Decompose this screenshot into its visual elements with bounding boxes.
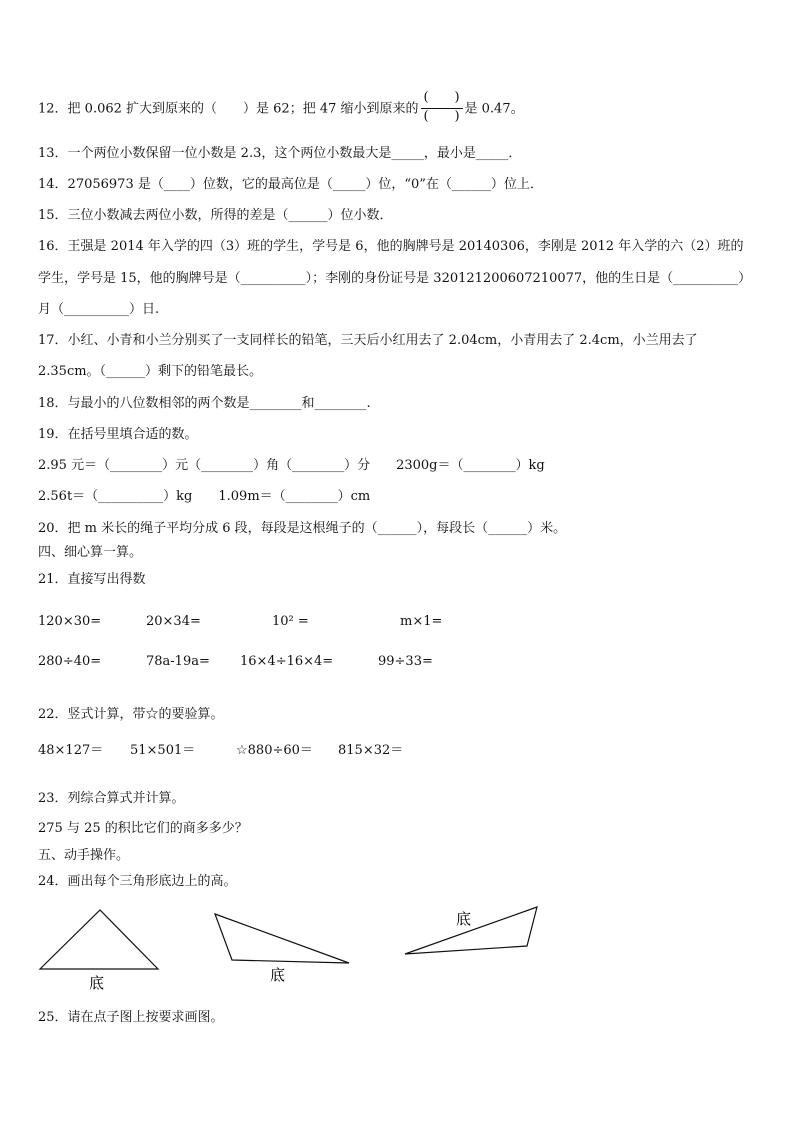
question-15: 15．三位小数减去两位小数，所得的差是（______）位小数． [38, 208, 393, 223]
question-13: 13．一个两位小数保留一位小数是 2.3，这个两位小数最大是_____，最小是_____． [38, 146, 522, 161]
triangle-3-base-label: 底 [456, 910, 472, 928]
q22-item: ☆880÷60＝ [236, 743, 313, 758]
section-4-heading: 四、细心算一算。 [38, 545, 143, 560]
q22-item: 815×32＝ [338, 743, 404, 758]
question-19-line-1: 2.95 元＝（________）元（________）角（________）分 2300g＝（________）kg [38, 458, 545, 473]
question-12 [38, 92, 524, 126]
triangle-2-base-label: 底 [270, 966, 286, 984]
q21-item: 99÷33= [378, 654, 433, 669]
q21-item: 10² = [272, 614, 309, 629]
q22-item: 48×127＝ [38, 743, 104, 758]
question-18: 18．与最小的八位数相邻的两个数是________和________. [38, 396, 371, 411]
q21-item: 16×4÷16×4= [240, 654, 334, 669]
question-20: 20．把 m 米长的绳子平均分成 6 段，每段是这根绳子的（______），每段长（______）米。 [38, 521, 567, 536]
question-21-title: 21．直接写出得数 [38, 572, 146, 587]
question-19-title: 19．在括号里填合适的数。 [38, 427, 198, 442]
question-16-line-2: 学生，学号是 15，他的胸牌号是（__________）；李刚的身份证号是 320121200607210077，他的生日是（__________） [38, 271, 752, 286]
q22-item: 51×501＝ [130, 743, 196, 758]
question-16-line-3: 月（__________）日. [38, 302, 160, 317]
q21-item: m×1= [400, 614, 443, 629]
question-23-title: 23．列综合算式并计算。 [38, 791, 185, 806]
question-23-text: 275 与 25 的积比它们的商多多少？ [38, 821, 248, 836]
question-22-title: 22．竖式计算，带☆的要验算。 [38, 707, 224, 722]
q21-item: 78a-19a= [146, 654, 210, 669]
q12-text-b: 是 0.47。 [464, 101, 524, 117]
question-19-line-2: 2.56t＝（__________）kg 1.09m＝（________）cm [38, 489, 371, 504]
triangle-1[interactable] [40, 910, 158, 969]
question-17-line-1: 17．小红、小青和小兰分别买了一支同样长的铅笔，三天后小红用去了 2.04cm，小青用去了 2.4cm，小兰用去了 [38, 333, 698, 348]
question-24-title: 24．画出每个三角形底边上的高。 [38, 874, 237, 889]
triangle-2[interactable] [215, 914, 349, 963]
q21-item: 120×30= [38, 614, 102, 629]
q12-text-a: 12．把 0.062 扩大到原来的（ ）是 62；把 47 缩小到原来的 [38, 101, 419, 117]
section-5-heading: 五、动手操作。 [38, 848, 130, 863]
q24-triangles [0, 900, 794, 1010]
triangle-1-base-label: 底 [89, 974, 105, 992]
q12-fraction-blank[interactable] [421, 92, 463, 126]
q12-numerator-blank: ( ) [423, 90, 460, 105]
question-14: 14．27056973 是（____）位数，它的最高位是（_____）位，“0”在（______）位上． [38, 177, 543, 192]
q21-item: 20×34= [146, 614, 201, 629]
q12-denominator-blank: ( ) [423, 109, 460, 124]
q21-item: 280÷40= [38, 654, 102, 669]
question-16-line-1: 16．王强是 2014 年入学的四（3）班的学生，学号是 6，他的胸牌号是 20140306，李刚是 2012 年入学的六（2）班的 [38, 239, 744, 254]
question-17-line-2: 2.35cm。（______）剩下的铅笔最长。 [38, 364, 263, 379]
question-25: 25．请在点子图上按要求画图。 [38, 1010, 224, 1025]
